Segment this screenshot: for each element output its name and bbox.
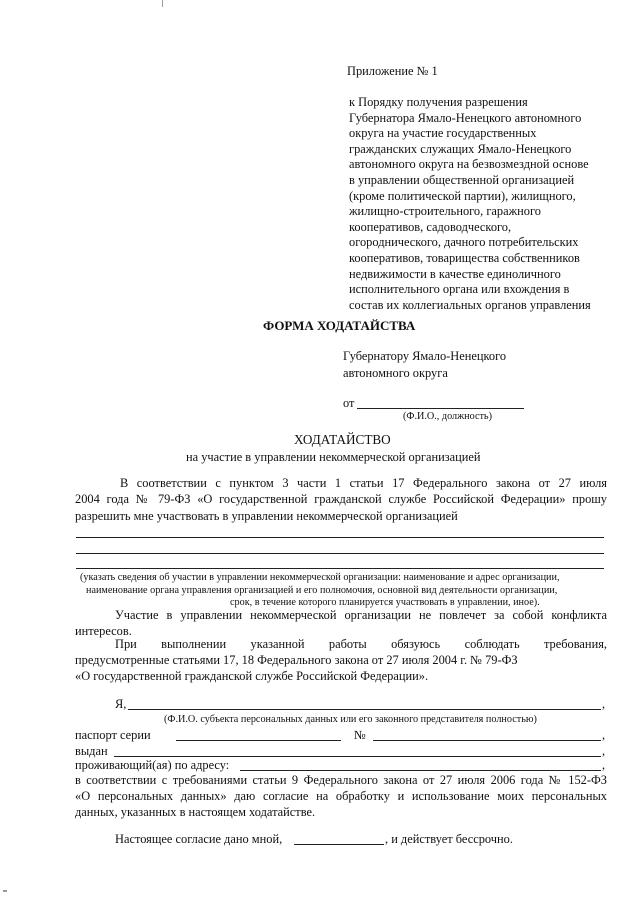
form-title: ФОРМА ХОДАТАЙСТВА — [263, 318, 416, 333]
petition-title: ХОДАТАЙСТВО — [294, 432, 391, 447]
final-statement-suffix: , и действует бессрочно. — [385, 832, 513, 846]
organization-hint-line: (указать сведения об участии в управлении некоммерческой организации: наименование и адрес организации, — [80, 572, 560, 583]
passport-number-label: № — [354, 728, 366, 742]
appendix-line: округа на участие государственных — [349, 126, 537, 141]
appendix-title: Приложение № 1 — [347, 64, 438, 78]
comma: , — [602, 758, 606, 772]
from-hint: (Ф.И.О., должность) — [403, 411, 492, 422]
from-label: от — [343, 396, 355, 410]
comma: , — [602, 697, 606, 711]
subject-name-field[interactable] — [128, 709, 601, 710]
issued-by-field[interactable] — [114, 756, 601, 757]
appendix-line: (кроме политической партии), жилищного, — [349, 188, 576, 203]
conflict-line: Участие в управлении некоммерческой организации не повлечет за собой конфликта — [115, 608, 607, 622]
body-line: 2004 года № 79-ФЗ «О государственной гражданской службе Российской Федерации» прошу — [75, 492, 607, 506]
appendix-line: недвижимости в качестве единоличного — [349, 266, 561, 281]
appendix-line: кооперативов, товарищества собственников — [349, 250, 580, 265]
organization-hint-line: наименование органа управления организацией и его полномочия, основной вид деятельности организации, — [86, 585, 558, 596]
appendix-text — [349, 95, 591, 313]
body-line: разрешить мне участвовать в управлении некоммерческой организацией — [75, 509, 458, 523]
organization-info-field[interactable] — [76, 568, 604, 569]
consent-date-field[interactable] — [294, 844, 384, 845]
passport-series-field[interactable] — [176, 740, 341, 741]
organization-info-field[interactable] — [76, 537, 604, 538]
obligation-line: При выполнении указанной работы обязуюсь соблюдать требования, — [115, 637, 607, 651]
appendix-line: автономного округа на безвозмездной основе — [349, 157, 589, 172]
i-label: Я, — [115, 697, 127, 711]
appendix-line: огороднического, дачного потребительских — [349, 235, 579, 250]
passport-number-field[interactable] — [373, 740, 601, 741]
comma: , — [602, 728, 606, 742]
appendix-line: состав их коллегиальных органов управления — [349, 297, 591, 312]
passport-series-label: паспорт серии — [75, 728, 151, 742]
address-field[interactable] — [240, 770, 601, 771]
consent-law-line: «О персональных данных» даю согласие на обработку и использование моих персональных — [75, 789, 607, 803]
issued-label: выдан — [75, 744, 108, 758]
address-label: проживающий(ая) по адресу: — [75, 758, 230, 772]
addressee-line: автономного округа — [343, 366, 448, 380]
conflict-line: интересов. — [75, 624, 132, 638]
petition-subtitle: на участие в управлении некоммерческой организацией — [186, 450, 481, 464]
scan-mark — [3, 890, 7, 892]
appendix-line: жилищно-строительного, гаражного — [349, 204, 541, 219]
consent-law-line: в соответствии с требованиями статьи 9 Федерального закона от 27 июля 2006 года № 152-ФЗ — [75, 773, 607, 787]
from-name-field[interactable] — [357, 408, 524, 409]
final-statement-prefix: Настоящее согласие дано мной, — [115, 832, 283, 846]
body-line: В соответствии с пунктом 3 части 1 статьи 17 Федерального закона от 27 июля — [120, 476, 607, 490]
appendix-line: Губернатора Ямало-Ненецкого автономного — [349, 110, 582, 125]
organization-hint-line: срок, в течение которого планируется участвовать в управлении, иное). — [230, 597, 540, 608]
subject-hint: (Ф.И.О. субъекта персональных данных или его законного представителя полностью) — [164, 714, 537, 725]
comma: , — [602, 744, 606, 758]
obligation-line: предусмотренные статьями 17, 18 Федерального закона от 27 июля 2004 г. № 79-ФЗ — [75, 653, 518, 667]
addressee-line: Губернатору Ямало-Ненецкого — [343, 349, 507, 363]
appendix-line: кооперативов, садоводческого, — [349, 219, 512, 234]
consent-law-line: данных, указанных в настоящем ходатайстве. — [75, 805, 316, 819]
appendix-line: гражданских служащих Ямало-Ненецкого — [349, 141, 572, 156]
appendix-line: в управлении общественной организацией — [349, 172, 575, 187]
appendix-line: исполнительного органа или вхождения в — [349, 282, 570, 297]
organization-info-field[interactable] — [76, 553, 604, 554]
appendix-line: к Порядку получения разрешения — [349, 95, 528, 109]
obligation-line: «О государственной гражданской службе Российской Федерации». — [75, 669, 429, 683]
scan-mark — [162, 0, 163, 7]
